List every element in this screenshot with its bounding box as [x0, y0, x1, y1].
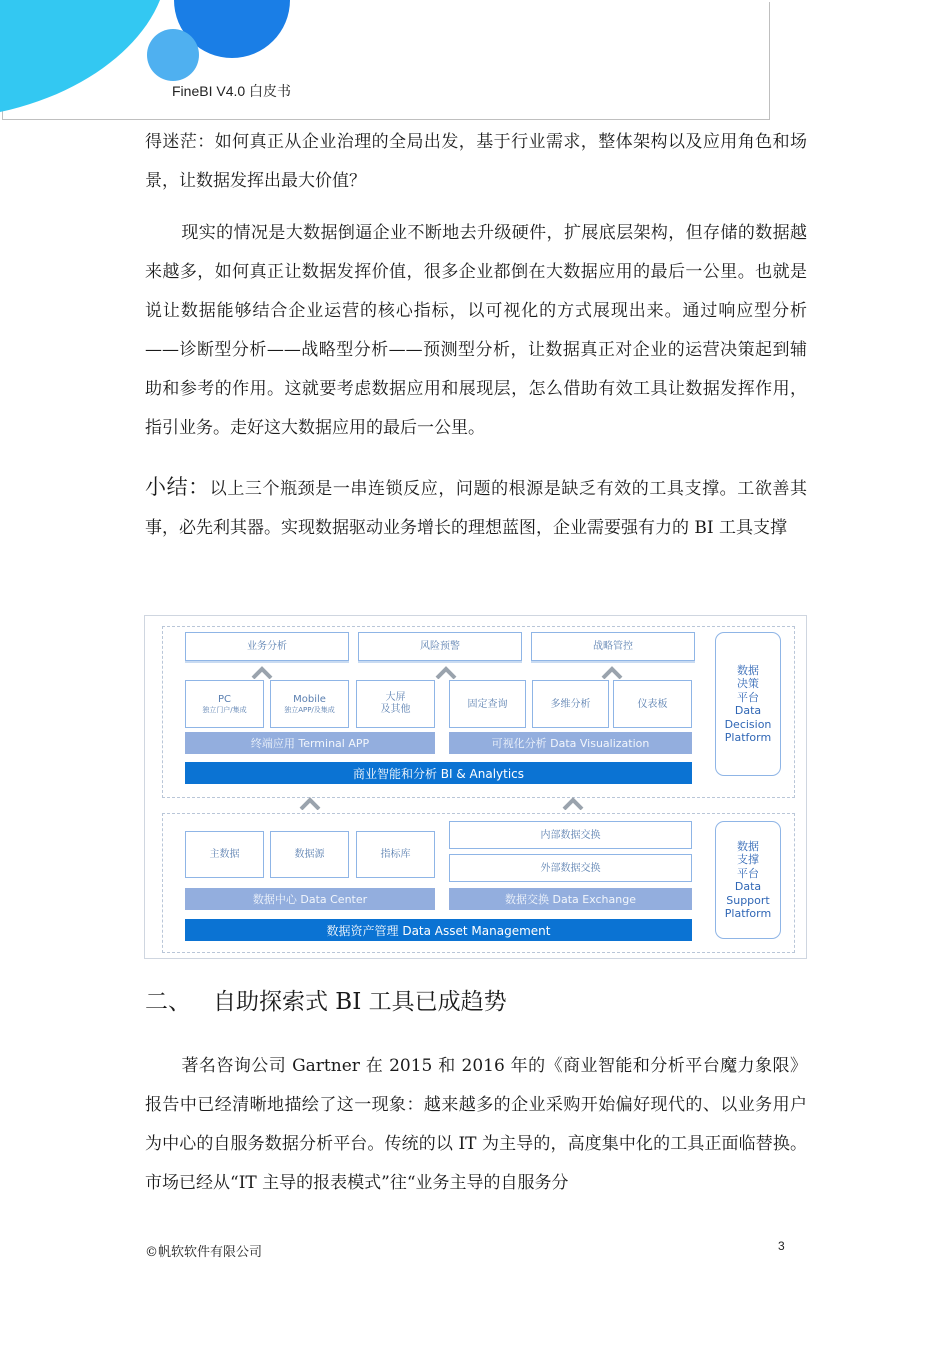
- summary-text: 以上三个瓶颈是一串连锁反应，问题的根源是缺乏有效的工具支撑。工欲善其事，必先利其器。实现数据驱动业务增长的理想蓝图，企业需要强有力的 BI 工具支撑: [145, 479, 807, 538]
- paragraph-4-text: 著名咨询公司 Gartner 在 2015 和 2016 年的《商业智能和分析平台魔力象限》报告中已经清晰地描绘了这一现象：越来越多的企业采购开始偏好现代的、以业务用户为中心的自服务数据分析平台。传统的以 IT 为主导的，高度集中化的工具正面临替换。市场已经从“IT 主导的报表模式”往“业务主导的自服务分: [145, 1056, 807, 1193]
- paragraph-2-text: 现实的情况是大数据倒逼企业不断地去升级硬件，扩展底层架构，但存储的数据越来越多，如何真正让数据发挥价值，很多企业都倒在大数据应用的最后一公里。也就是说让数据能够结合企业运营的核心指标，以可视化的方式展现出来。通过响应型分析——诊断型分析——战略型分析——预测型分析，让数据真正对企业的运营决策起到辅助和参考的作用。这就要考虑数据应用和展现层，怎么借助有效工具让数据发挥作用，指引业务。走好这大数据应用的最后一公里。: [145, 223, 807, 438]
- summary-paragraph: [145, 468, 807, 548]
- summary-lead: 小结：: [145, 475, 210, 499]
- box-mobile: [270, 680, 349, 728]
- bi-analytics-bar: 商业智能和分析 BI & Analytics: [185, 762, 692, 784]
- section-number: 二、: [145, 989, 191, 1015]
- up-chevron-icon: [299, 796, 321, 810]
- box-risk-warning: 风险预警: [358, 632, 522, 661]
- pc-sub: 独立门户/集成: [202, 705, 247, 714]
- decision-platform-line: 决策: [737, 677, 759, 690]
- up-chevron-icon: [251, 665, 273, 679]
- support-platform-line: Platform: [724, 907, 772, 920]
- box-multidim-analysis: 多维分析: [532, 680, 609, 728]
- up-chevron-icon: [562, 796, 584, 810]
- data-center-bar: 数据中心 Data Center: [185, 888, 435, 910]
- box-strategy-control: 战略管控: [531, 632, 695, 661]
- box-internal-exchange: 内部数据交换: [449, 821, 692, 849]
- header-decoration: [0, 0, 330, 125]
- support-platform-line: 数据: [737, 839, 759, 853]
- support-platform-line: Data: [734, 880, 762, 893]
- up-chevron-icon: [601, 665, 623, 679]
- header-title: FineBI V4.0 白皮书: [172, 83, 292, 99]
- data-visualization-bar: 可视化分析 Data Visualization: [449, 732, 692, 754]
- box-indicator-library: 指标库: [356, 831, 435, 878]
- footer-company: ©帆软软件有限公司: [145, 1245, 263, 1260]
- box-data-source: 数据源: [270, 831, 349, 878]
- paragraph-2: [145, 214, 807, 448]
- box-master-data: 主数据: [185, 831, 264, 878]
- decision-platform-line: Platform: [724, 731, 772, 744]
- up-chevron-icon: [435, 665, 457, 679]
- screen-line1: 大屏: [385, 692, 406, 703]
- paragraph-1: 得迷茫：如何真正从企业治理的全局出发，基于行业需求，整体架构以及应用角色和场景，让数据发挥出最大价值？: [145, 132, 807, 191]
- terminal-app-bar: 终端应用 Terminal APP: [185, 732, 435, 754]
- section-title: 自助探索式 BI 工具已成趋势: [213, 989, 507, 1015]
- data-exchange-bar: 数据交换 Data Exchange: [449, 888, 692, 910]
- decision-platform-line: Decision: [724, 717, 772, 731]
- architecture-diagram: [144, 615, 807, 959]
- data-asset-management-bar: 数据资产管理 Data Asset Management: [185, 919, 692, 941]
- screen-line2: 及其他: [380, 704, 411, 715]
- box-dashboard: 仪表板: [613, 680, 692, 728]
- decision-platform-box: [715, 632, 781, 776]
- box-pc: [185, 680, 264, 728]
- page-number: 3: [778, 1239, 785, 1253]
- decision-platform-line: Data: [734, 704, 762, 717]
- pc-title: PC: [217, 693, 231, 705]
- box-business-analysis: 业务分析: [185, 632, 349, 661]
- decision-platform-line: 数据: [737, 663, 759, 677]
- paragraph-4: [145, 1047, 807, 1203]
- decision-platform-line: 平台: [737, 690, 759, 704]
- support-platform-box: [715, 821, 781, 939]
- box-external-exchange: 外部数据交换: [449, 854, 692, 882]
- box-fixed-query: 固定查询: [449, 680, 526, 728]
- box-screen: [356, 680, 435, 728]
- mobile-title: Mobile: [293, 693, 326, 705]
- support-platform-line: Support: [726, 893, 770, 907]
- mobile-sub: 独立APP/及集成: [284, 705, 335, 714]
- support-platform-line: 平台: [737, 866, 759, 880]
- support-platform-line: 支撑: [737, 853, 759, 866]
- section-heading: [145, 983, 507, 1016]
